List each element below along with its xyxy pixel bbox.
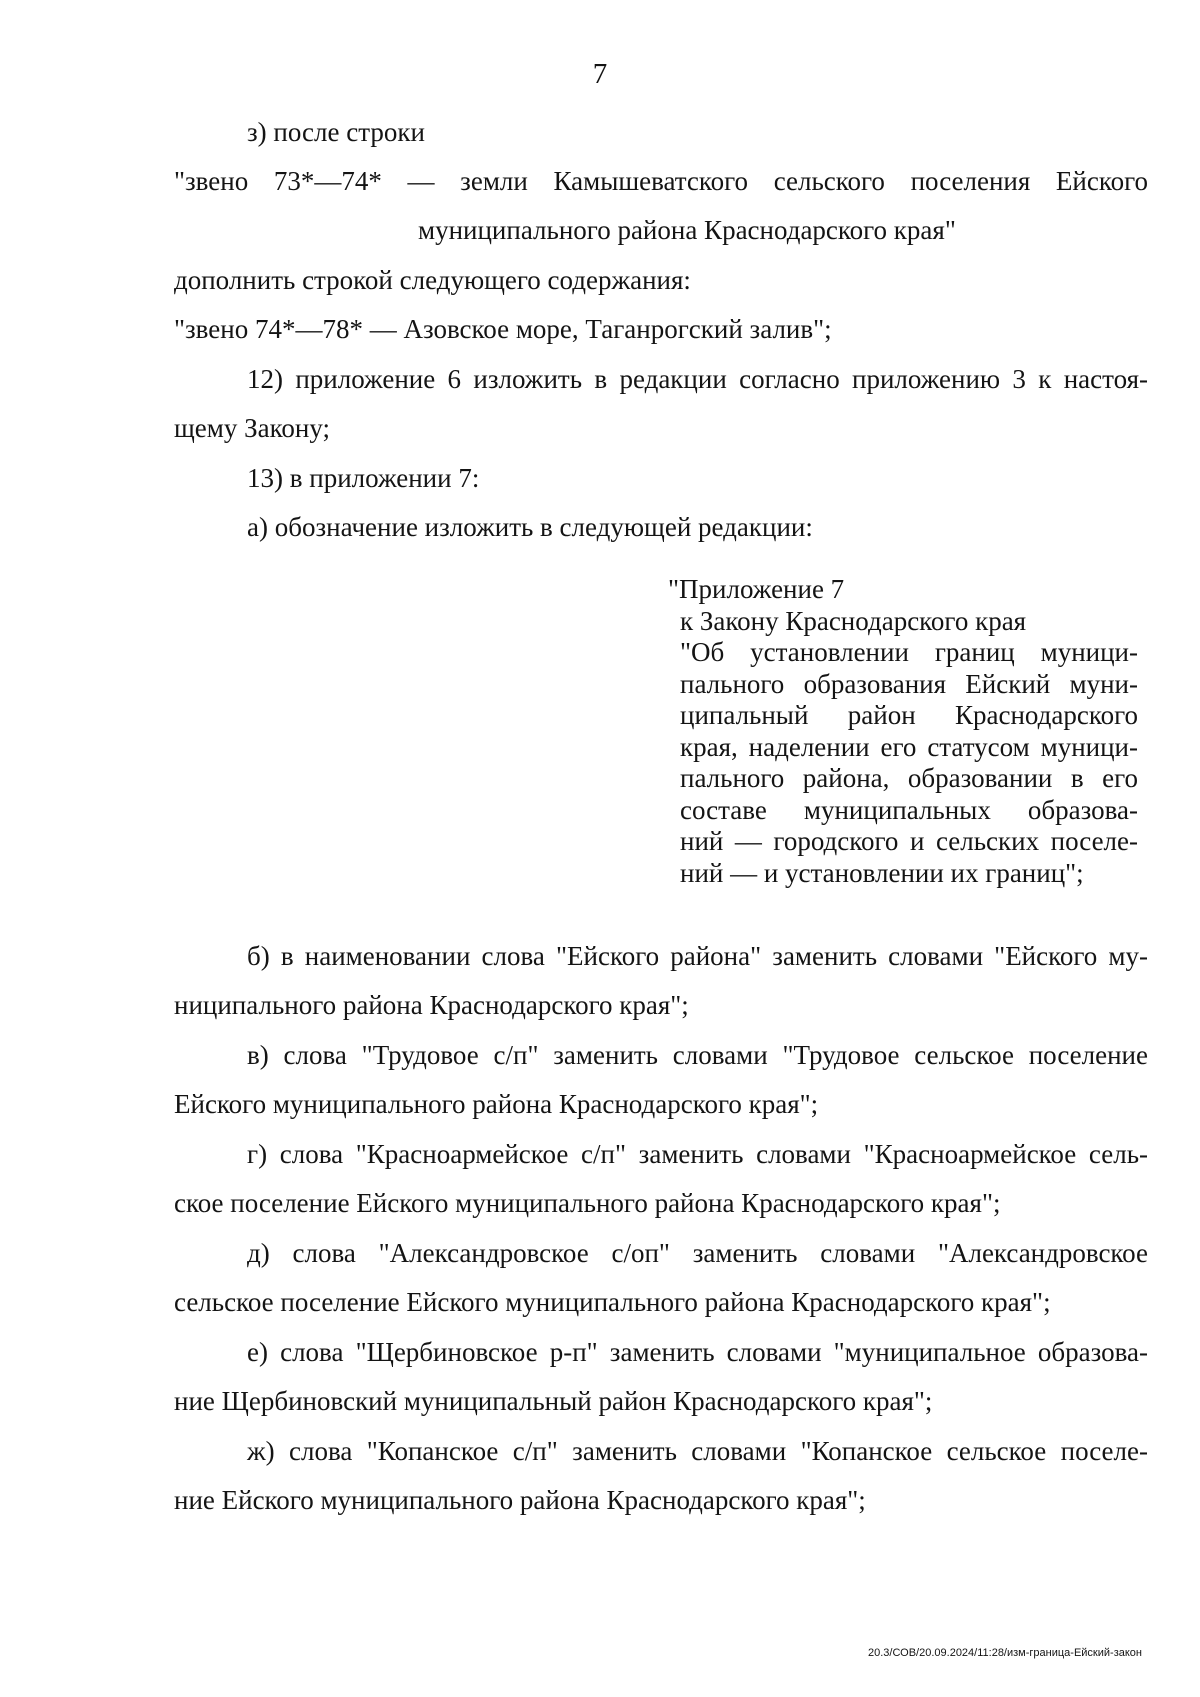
appendix-law-name-line: пального района, образовании в его (680, 763, 1138, 793)
item-12-line2: щему Закону; (174, 413, 330, 443)
appendix-designation (668, 574, 1138, 889)
appendix-law-name-line: пального образования Ейский муни- (680, 668, 1138, 699)
page-number: 7 (592, 58, 608, 90)
appendix-law-name-line: ний — городского и сельских поселе- (680, 826, 1138, 856)
subitem-d-line1: д) слова "Александровское с/оп" заменить словами "Александровское (247, 1238, 1148, 1268)
item-13: 13) в приложении 7: (247, 463, 480, 493)
appendix-law-name-line: ципальный район Краснодарского (680, 700, 1138, 730)
item-13-a: а) обозначение изложить в следующей редакции: (247, 512, 813, 542)
subitem-d-line2: сельское поселение Ейского муниципального района Краснодарского края"; (174, 1287, 1051, 1317)
item-12-line1: 12) приложение 6 изложить в редакции согласно приложению 3 к настоя- (247, 364, 1148, 394)
subitem-b-line2: ниципального района Краснодарского края"; (174, 990, 689, 1020)
footer-doc-code: 20.3/СОВ/20.09.2024/11:28/изм-граница-Ейский-закон (868, 1647, 1142, 1659)
appendix-law-name-line: "Об установлении границ муници- (680, 637, 1138, 667)
appendix-law-ref: к Закону Краснодарского края (680, 605, 1027, 636)
subitem-e-line1: е) слова "Щербиновское р-п" заменить словами "муниципальное образова- (247, 1337, 1148, 1367)
subitem-zh-line1: ж) слова "Копанское с/п" заменить словами "Копанское сельское поселе- (247, 1436, 1148, 1466)
subitem-g-line1: г) слова "Красноармейское с/п" заменить словами "Красноармейское сель- (247, 1139, 1148, 1169)
item-z-new-line: "звено 74*—78* — Азовское море, Таганрогский залив"; (174, 314, 832, 344)
appendix-law-name-line: края, наделении его статусом муници- (680, 731, 1138, 762)
subitem-v-line2: Ейского муниципального района Краснодарского края"; (174, 1089, 819, 1119)
item-z-intro: з) после строки (247, 117, 425, 147)
item-z-add: дополнить строкой следующего содержания: (174, 265, 691, 295)
appendix-law-name-last-line: ний — и установлении их границ"; (680, 857, 1084, 888)
subitem-zh-line2: ние Ейского муниципального района Краснодарского края"; (174, 1485, 866, 1515)
item-z-quote-line2: муниципального района Краснодарского края" (418, 215, 956, 245)
subitem-e-line2: ние Щербиновский муниципальный район Краснодарского края"; (174, 1386, 933, 1416)
subitem-b-line1: б) в наименовании слова "Ейского района" заменить словами "Ейского му- (247, 941, 1148, 971)
item-z-quote-line1: "звено 73*—74* — земли Камышеватского сельского поселения Ейского (174, 166, 1148, 196)
subitem-v-line1: в) слова "Трудовое с/п" заменить словами "Трудовое сельское поселение (247, 1040, 1148, 1070)
subitem-g-line2: ское поселение Ейского муниципального района Краснодарского края"; (174, 1188, 1001, 1218)
appendix-law-name-line: составе муниципальных образова- (680, 794, 1138, 825)
appendix-title: "Приложение 7 (668, 574, 845, 604)
